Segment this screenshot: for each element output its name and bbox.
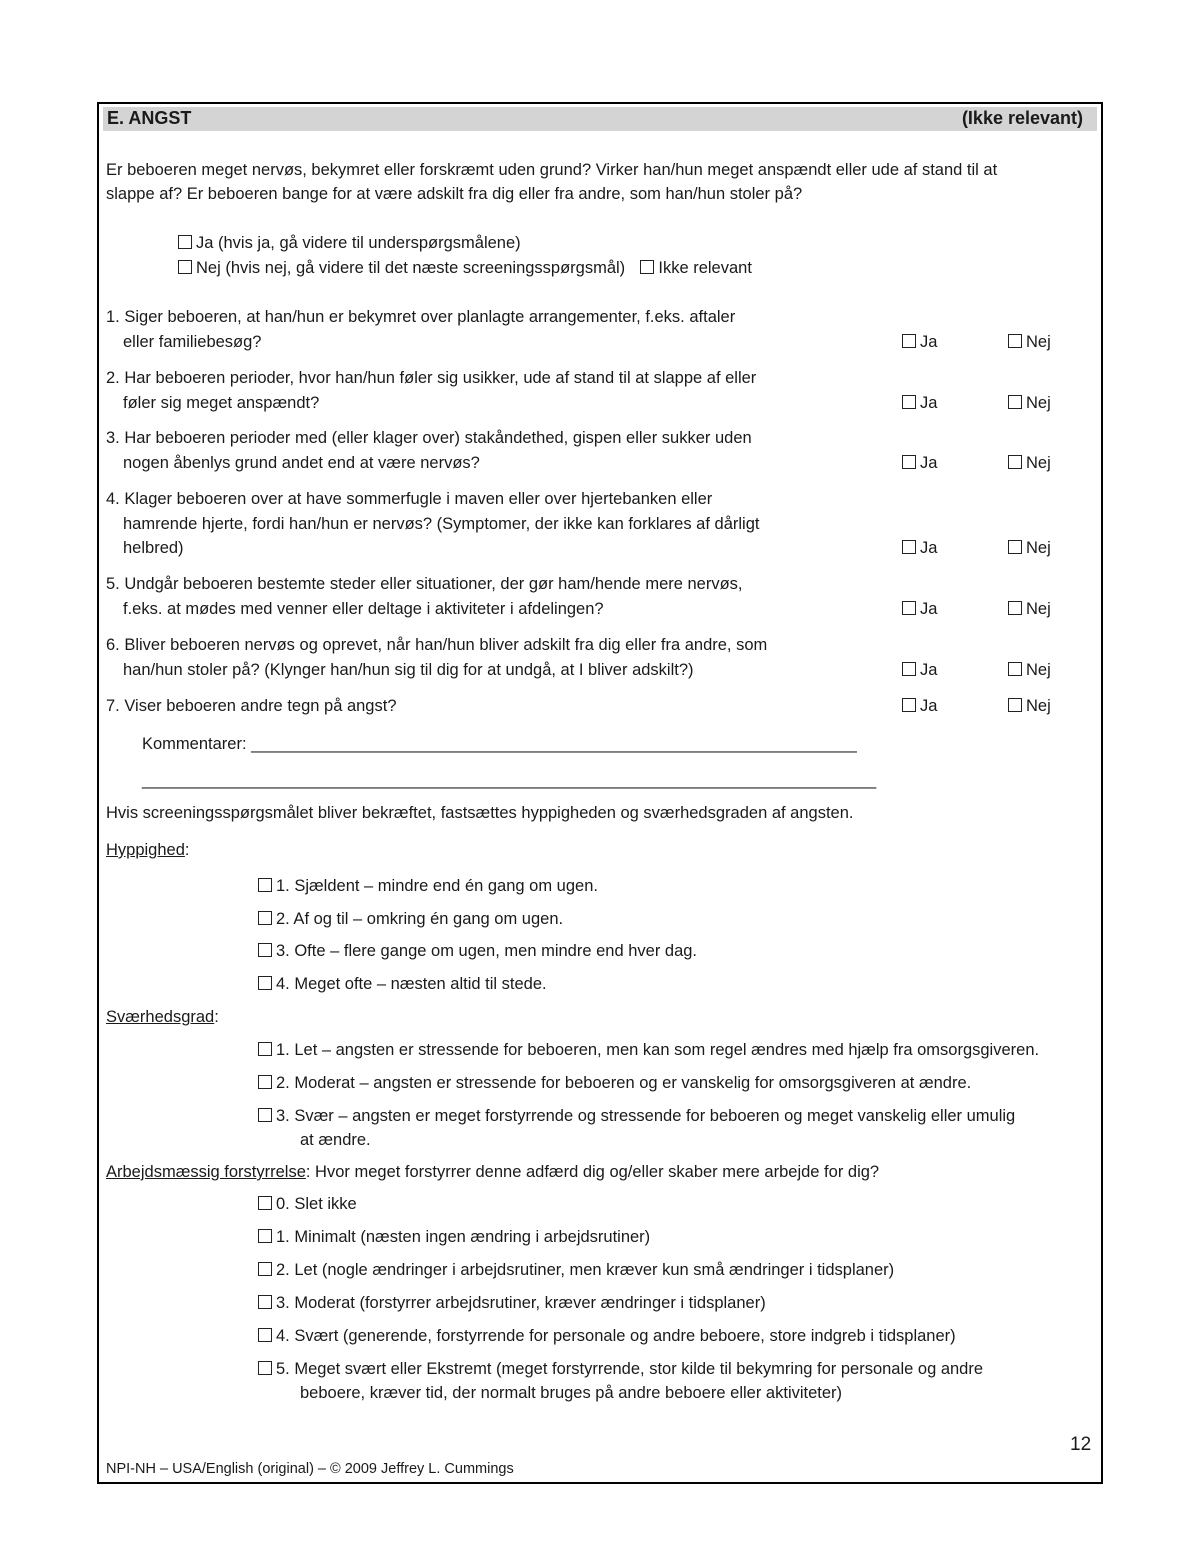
frequency-label: Hyppighed <box>106 841 185 859</box>
question-5-line: 5. Undgår beboeren bestemte steder eller situationer, der gør ham/hende mere nervøs, <box>106 575 743 593</box>
severity-option-2[interactable] <box>258 1104 1015 1128</box>
comments-label: Kommentarer: <box>142 735 247 753</box>
question-4-yes-option[interactable] <box>902 536 937 560</box>
question-6-yes-label: Ja <box>920 660 938 679</box>
question-5-no-label: Nej <box>1026 599 1051 618</box>
frequency-option-1[interactable] <box>258 907 563 931</box>
disruption-label: Arbejdsmæssig forstyrrelse <box>106 1163 306 1181</box>
disruption-option-0[interactable] <box>258 1192 357 1216</box>
severity-label: Sværhedsgrad <box>106 1008 215 1026</box>
severity-option-0[interactable] <box>258 1038 1039 1062</box>
checkbox[interactable] <box>258 1262 272 1276</box>
checkbox[interactable] <box>178 260 192 274</box>
disruption-option-label: beboere, kræver tid, der normalt bruges på andre beboere eller aktiviteter) <box>300 1384 843 1402</box>
question-2-line: 2. Har beboeren perioder, hvor han/hun føler sig usikker, ude af stand til at slappe af eller <box>106 369 757 387</box>
question-1-no-option[interactable] <box>1008 330 1051 354</box>
disruption-option-5-cont <box>300 1381 842 1405</box>
checkbox[interactable] <box>178 235 192 249</box>
checkbox[interactable] <box>1008 662 1022 676</box>
question-7-yes-label: Ja <box>920 697 938 715</box>
frequency-option-3[interactable] <box>258 972 547 996</box>
screening-option-na-label: Ikke relevant <box>658 259 752 277</box>
question-3-no-label: Nej <box>1026 453 1051 472</box>
disruption-option-label: 0. Slet ikke <box>276 1195 357 1213</box>
disruption-heading <box>106 1160 879 1184</box>
checkbox[interactable] <box>902 662 916 676</box>
question-2-yes-option[interactable] <box>902 391 937 415</box>
question-1-line: eller familiebesøg? <box>123 332 262 351</box>
screening-option-yes[interactable] <box>178 231 521 255</box>
checkbox[interactable] <box>258 1042 272 1056</box>
disruption-option-label: 2. Let (nogle ændringer i arbejdsrutiner, men kræver kun små ændringer i tidsplaner) <box>276 1261 895 1279</box>
disruption-option-label: 5. Meget svært eller Ekstremt (meget forstyrrende, stor kilde til bekymring for personale og andre <box>276 1360 984 1378</box>
frequency-option-0[interactable] <box>258 874 598 898</box>
checkbox[interactable] <box>258 1196 272 1210</box>
frequency-heading: Hyppighed: <box>106 841 190 859</box>
page-number: 12 <box>1070 1434 1092 1455</box>
question-1-line: 1. Siger beboeren, at han/hun er bekymret over planlagte arrangementer, f.eks. aftaler <box>106 308 736 326</box>
question-4-no-label: Nej <box>1026 539 1051 557</box>
question-7-no-label: Nej <box>1026 697 1051 715</box>
severity-option-label: at ændre. <box>300 1131 371 1149</box>
footer-copyright: NPI-NH – USA/English (original) – © 2009 Jeffrey L. Cummings <box>106 1461 514 1477</box>
severity-option-label: 3. Svær – angsten er meget forstyrrende og stressende for beboeren og meget vanskelig eller umulig <box>276 1107 1016 1125</box>
frequency-option-label: 2. Af og til – omkring én gang om ugen. <box>276 910 564 928</box>
question-6-line: 6. Bliver beboeren nervøs og oprevet, når han/hun bliver adskilt fra dig eller fra andre, som <box>106 636 768 654</box>
screening-question-line-2: slappe af? Er beboeren bange for at være adskilt fra dig eller fra andre, som han/hun stoler på? <box>106 185 803 203</box>
checkbox[interactable] <box>258 1328 272 1342</box>
question-5-yes-option[interactable] <box>902 597 937 621</box>
checkbox[interactable] <box>1008 540 1022 554</box>
screening-option-no-label: Nej (hvis nej, gå videre til det næste screeningsspørgsmål) <box>196 259 626 277</box>
checkbox[interactable] <box>902 698 916 712</box>
checkbox[interactable] <box>258 1229 272 1243</box>
checkbox[interactable] <box>1008 601 1022 615</box>
question-2-yes-label: Ja <box>920 393 938 412</box>
question-1-no-label: Nej <box>1026 332 1051 351</box>
question-3-yes-option[interactable] <box>902 451 937 475</box>
question-1-yes-label: Ja <box>920 332 938 351</box>
question-4-no-option[interactable] <box>1008 536 1051 560</box>
question-4-line: 4. Klager beboeren over at have sommerfugle i maven eller over hjertebanken eller <box>106 490 713 508</box>
question-5-yes-label: Ja <box>920 599 938 618</box>
checkbox[interactable] <box>258 1361 272 1375</box>
checkbox[interactable] <box>258 976 272 990</box>
disruption-option-2[interactable] <box>258 1258 894 1282</box>
disruption-question: : Hvor meget forstyrrer denne adfærd dig og/eller skaber mere arbejde for dig? <box>305 1163 880 1181</box>
severity-option-label: 2. Moderat – angsten er stressende for beboeren og er vanskelig for omsorgsgiveren at ændre. <box>276 1074 972 1092</box>
checkbox[interactable] <box>1008 334 1022 348</box>
checkbox[interactable] <box>902 334 916 348</box>
question-1-yes-option[interactable] <box>902 330 937 354</box>
checkbox[interactable] <box>902 540 916 554</box>
disruption-option-label: 4. Svært (generende, forstyrrende for personale og andre beboere, store indgreb i tidsplaner) <box>276 1327 956 1345</box>
question-6-line: han/hun stoler på? (Klynger han/hun sig til dig for at undgå, at I bliver adskilt?) <box>123 660 694 679</box>
question-3-line: 3. Har beboeren perioder med (eller klager over) stakåndethed, gispen eller sukker uden <box>106 429 752 447</box>
checkbox[interactable] <box>1008 455 1022 469</box>
comments-line-1[interactable]: __________________________________________________________________ <box>251 735 857 753</box>
disruption-option-label: 1. Minimalt (næsten ingen ændring i arbejdsrutiner) <box>276 1228 651 1246</box>
frequency-option-label: 4. Meget ofte – næsten altid til stede. <box>276 975 547 993</box>
checkbox[interactable] <box>902 455 916 469</box>
disruption-option-4[interactable] <box>258 1324 956 1348</box>
question-5-line: f.eks. at mødes med venner eller deltage i aktiviteter i afdelingen? <box>123 599 604 618</box>
question-6-no-label: Nej <box>1026 660 1051 679</box>
comments-row <box>142 732 857 756</box>
disruption-option-1[interactable] <box>258 1225 650 1249</box>
severity-option-1[interactable] <box>258 1071 971 1095</box>
checkbox[interactable] <box>258 1108 272 1122</box>
section-status: (Ikke relevant) <box>961 108 1083 128</box>
severity-option-label: 1. Let – angsten er stressende for beboeren, men kan som regel ændres med hjælp fra omsorgsgiveren. <box>276 1041 1040 1059</box>
question-6-no-option[interactable] <box>1008 658 1051 682</box>
frequency-option-label: 1. Sjældent – mindre end én gang om ugen. <box>276 877 598 895</box>
checkbox[interactable] <box>902 601 916 615</box>
screening-question-line-1: Er beboeren meget nervøs, bekymret eller forskræmt uden grund? Virker han/hun meget anspændt eller ude af stand til at <box>106 161 998 179</box>
checkbox[interactable] <box>258 911 272 925</box>
question-7-line: 7. Viser beboeren andre tegn på angst? <box>106 697 397 715</box>
screening-option-yes-label: Ja (hvis ja, gå videre til underspørgsmålene) <box>196 234 521 252</box>
severity-heading: Sværhedsgrad: <box>106 1008 219 1026</box>
question-3-line: nogen åbenlys grund andet end at være nervøs? <box>123 453 480 472</box>
question-3-no-option[interactable] <box>1008 451 1051 475</box>
severity-option-2-cont <box>300 1128 371 1152</box>
instruction-text: Hvis screeningsspørgsmålet bliver bekræftet, fastsættes hyppigheden og sværhedsgraden af angsten. <box>106 804 854 822</box>
comments-line-2[interactable]: ________________________________________________________________________________ <box>142 771 877 789</box>
question-7-no-option[interactable] <box>1008 694 1051 718</box>
disruption-option-3[interactable] <box>258 1291 766 1315</box>
checkbox[interactable] <box>1008 395 1022 409</box>
question-6-yes-option[interactable] <box>902 658 937 682</box>
question-3-yes-label: Ja <box>920 453 938 472</box>
screening-option-no[interactable] <box>178 256 752 280</box>
checkbox-not-relevant[interactable] <box>640 260 654 274</box>
question-4-yes-label: Ja <box>920 539 938 557</box>
question-4-line: hamrende hjerte, fordi han/hun er nervøs? (Symptomer, der ikke kan forklares af dårligt <box>123 514 760 533</box>
disruption-option-label: 3. Moderat (forstyrrer arbejdsrutiner, kræver ændringer i tidsplaner) <box>276 1294 766 1312</box>
question-2-no-label: Nej <box>1026 393 1051 412</box>
checkbox[interactable] <box>258 1075 272 1089</box>
disruption-option-5[interactable] <box>258 1357 983 1381</box>
section-header <box>103 107 1097 131</box>
question-7-yes-option[interactable] <box>902 694 937 718</box>
frequency-option-label: 3. Ofte – flere gange om ugen, men mindre end hver dag. <box>276 942 698 960</box>
checkbox[interactable] <box>1008 698 1022 712</box>
question-2-no-option[interactable] <box>1008 391 1051 415</box>
question-4-line: helbred) <box>123 539 184 557</box>
checkbox[interactable] <box>902 395 916 409</box>
section-title: E. ANGST <box>107 108 192 128</box>
question-5-no-option[interactable] <box>1008 597 1051 621</box>
checkbox[interactable] <box>258 1295 272 1309</box>
checkbox[interactable] <box>258 943 272 957</box>
checkbox[interactable] <box>258 878 272 892</box>
question-2-line: føler sig meget anspændt? <box>123 393 320 412</box>
frequency-option-2[interactable] <box>258 939 697 963</box>
